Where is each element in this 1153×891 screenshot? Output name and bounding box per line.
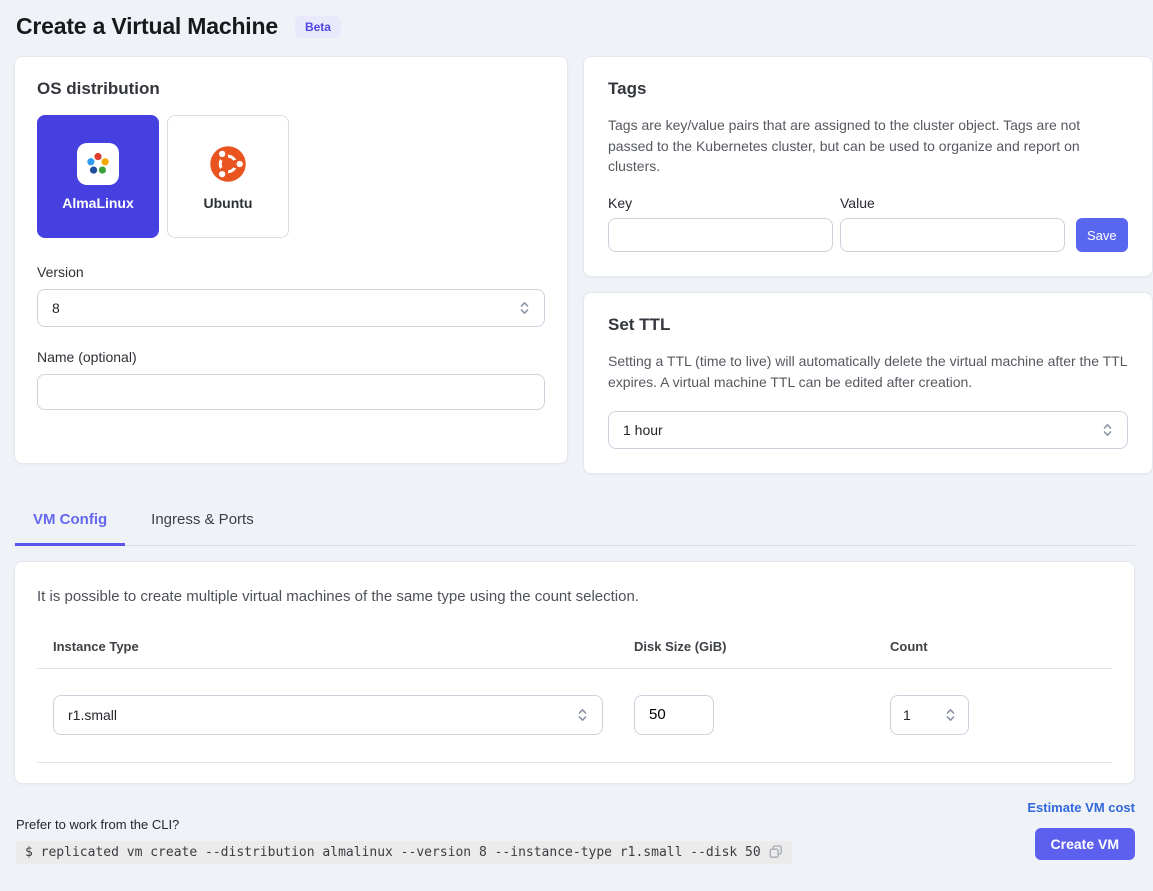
almalinux-label: AlmaLinux [62, 194, 134, 211]
chevron-updown-icon [519, 299, 530, 317]
name-label: Name (optional) [37, 349, 137, 365]
beta-badge: Beta [295, 16, 341, 38]
vm-table-header [53, 639, 1096, 668]
ubuntu-label: Ubuntu [203, 194, 253, 211]
count-stepper[interactable] [890, 695, 969, 735]
name-input[interactable] [37, 374, 545, 410]
chevron-updown-icon [577, 706, 588, 724]
tag-value-label: Value [840, 195, 875, 212]
config-intro-text: It is possible to create multiple virtual machines of the same type using the count selection. [37, 587, 639, 605]
column-instance-type: Instance Type [53, 638, 139, 654]
tags-title: Tags [608, 79, 647, 98]
column-count: Count [890, 638, 928, 654]
tabs [14, 501, 1135, 546]
estimate-vm-cost-link[interactable]: Estimate VM cost [1027, 799, 1135, 815]
cli-command-bar [16, 841, 792, 864]
distribution-tiles [37, 115, 545, 238]
vm-config-card [14, 561, 1135, 784]
copy-icon[interactable] [769, 845, 783, 859]
cli-prompt-text: Prefer to work from the CLI? [16, 816, 180, 832]
footer [14, 800, 1135, 866]
version-select[interactable] [37, 289, 545, 327]
ttl-description: Setting a TTL (time to live) will automatically delete the virtual machine after the TTL expires. A virtual machine TTL can be edited after creation. [608, 353, 1128, 390]
ttl-title: Set TTL [608, 315, 671, 335]
right-column [583, 56, 1153, 474]
create-vm-button[interactable]: Create VM [1035, 828, 1135, 860]
vm-table [37, 639, 1112, 763]
save-tag-button[interactable]: Save [1076, 218, 1128, 252]
set-ttl-card [583, 292, 1153, 473]
page-title: Create a Virtual Machine [16, 13, 278, 39]
cli-section [14, 817, 1027, 866]
ubuntu-icon [209, 143, 247, 185]
tags-description: Tags are key/value pairs that are assigned to the cluster object. Tags are not passed to the Kubernetes cluster, but can be used to organize and report on clusters. [608, 117, 1081, 175]
distribution-tile-ubuntu[interactable] [167, 115, 289, 238]
tab-ingress-ports[interactable]: Ingress & Ports [151, 510, 254, 528]
top-section [14, 56, 1135, 474]
column-disk-size: Disk Size (GiB) [634, 638, 727, 654]
version-value: 8 [52, 300, 60, 316]
tag-key-label: Key [608, 195, 633, 212]
chevron-updown-icon [1102, 421, 1113, 439]
almalinux-icon [77, 143, 119, 185]
stepper-arrows-icon[interactable] [945, 706, 956, 724]
page-header [14, 0, 1135, 56]
tab-vm-config[interactable]: VM Config [15, 501, 125, 546]
os-distribution-card [14, 56, 568, 464]
instance-type-value: r1.small [68, 706, 118, 723]
ttl-select[interactable] [608, 411, 1128, 449]
distribution-tile-almalinux[interactable] [37, 115, 159, 238]
tag-value-input[interactable] [840, 218, 1065, 252]
tags-card [583, 56, 1153, 277]
ttl-value: 1 hour [623, 421, 663, 438]
tag-key-input[interactable] [608, 218, 833, 252]
table-divider [37, 762, 1112, 763]
disk-size-input[interactable] [634, 695, 714, 735]
instance-type-select[interactable] [53, 695, 603, 735]
version-label: Version [37, 264, 84, 280]
cli-command-text: $ replicated vm create --distribution almalinux --version 8 --instance-type r1.small --disk 50 [25, 844, 761, 860]
count-value: 1 [903, 706, 911, 723]
tags-form [608, 195, 1128, 252]
actions-section [1027, 800, 1135, 866]
os-card-title: OS distribution [37, 79, 160, 98]
table-row [53, 669, 1096, 762]
